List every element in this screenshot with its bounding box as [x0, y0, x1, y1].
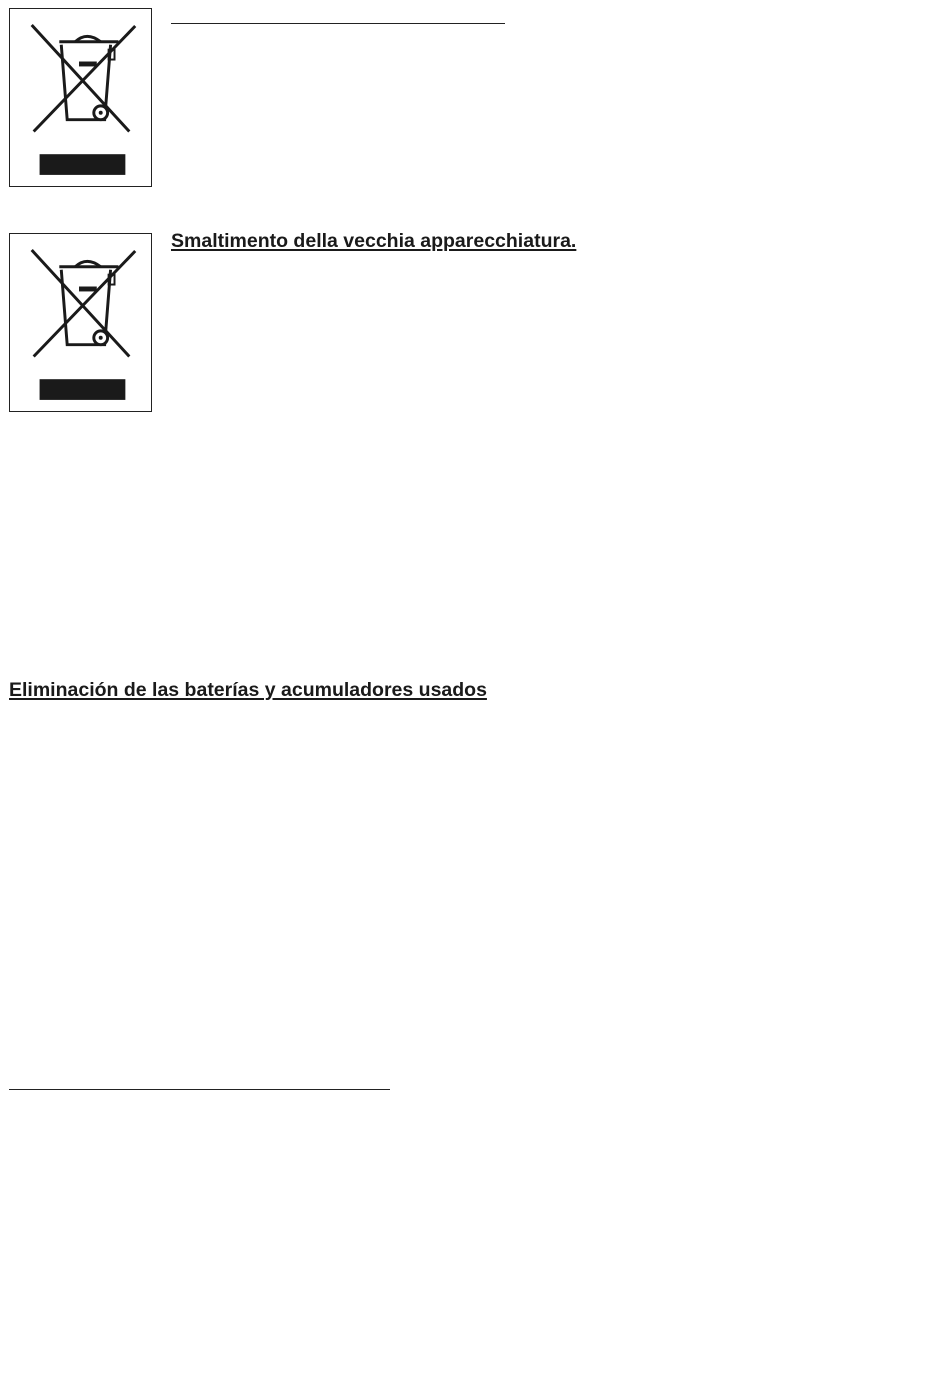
section-heading-italian: Smaltimento della vecchia apparecchiatura.	[171, 230, 577, 252]
crossed-out-wheelie-bin-icon	[10, 9, 151, 186]
heading-underline-rule	[171, 23, 505, 24]
crossed-out-wheelie-bin-icon	[10, 234, 151, 411]
weee-symbol-box	[9, 233, 152, 412]
weee-symbol-box	[9, 8, 152, 187]
heading-underline-rule	[9, 1089, 390, 1090]
section-heading-spanish: Eliminación de las baterías y acumuladores usados	[9, 679, 487, 701]
